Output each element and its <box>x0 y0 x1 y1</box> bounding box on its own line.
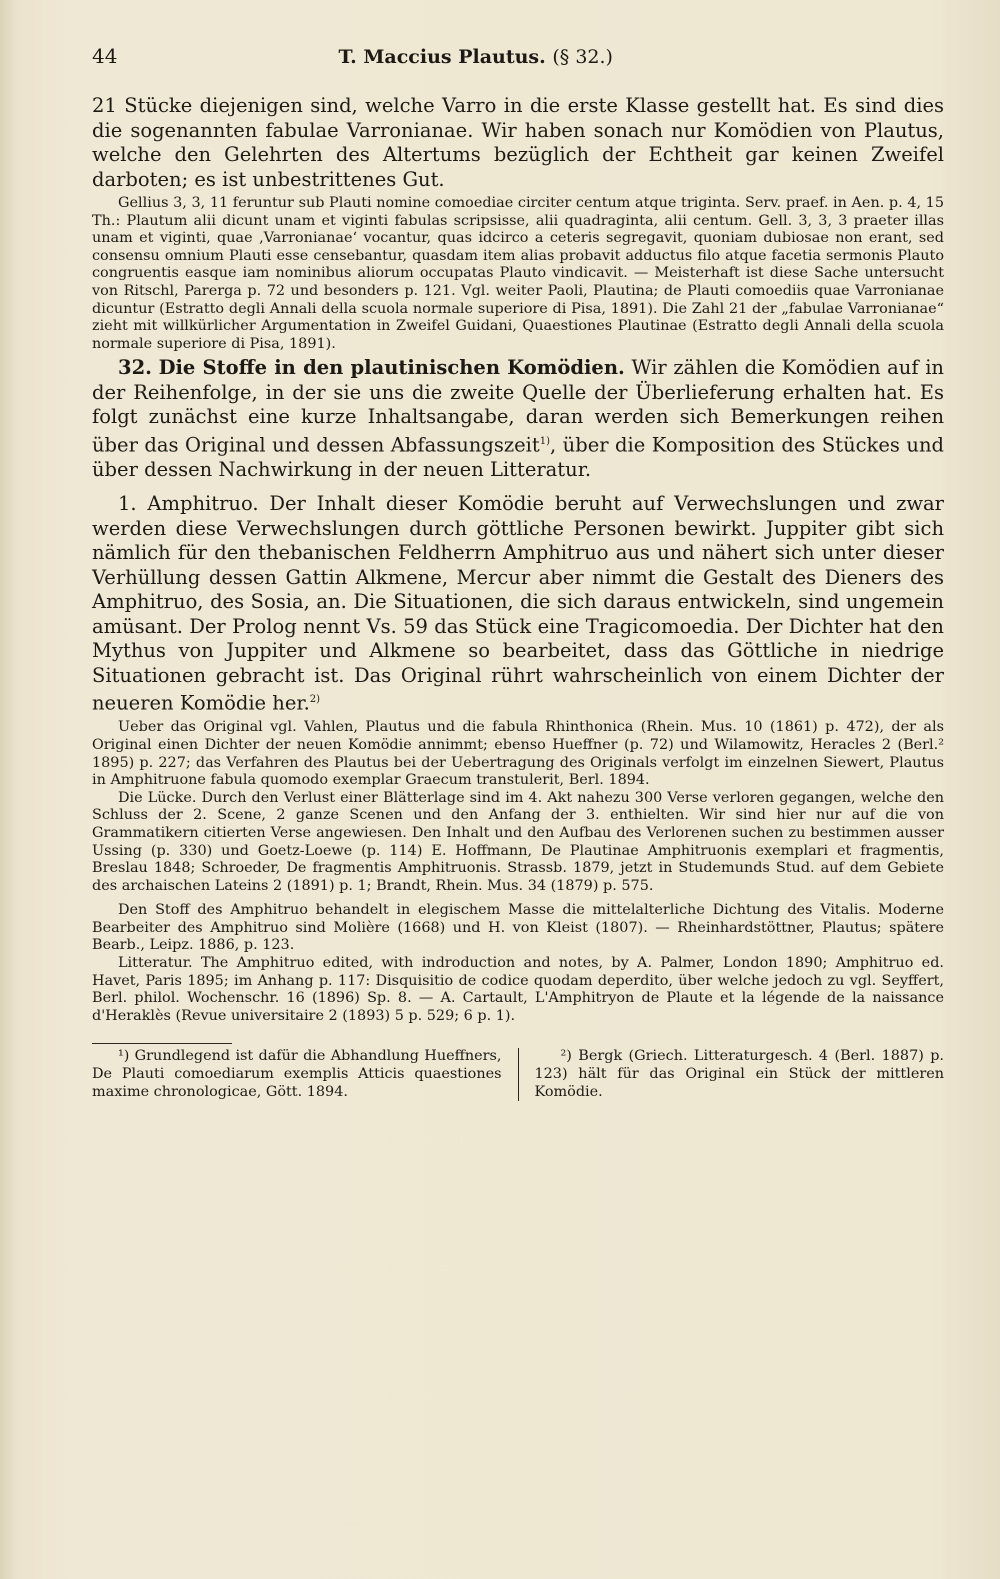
footnote-mark-1[interactable]: 1) <box>539 435 550 447</box>
page-number: 44 <box>92 44 118 68</box>
running-header <box>92 44 944 94</box>
footnote-2: ²) Bergk (Griech. Litteraturgesch. 4 (Berl. 1887) p. 123) hält für das Original ein Stück der mittleren Komödie. <box>534 1048 944 1100</box>
section-32-number: 32. <box>118 356 152 380</box>
note-luecke: Die Lücke. Durch den Verlust einer Blätterlage sind im 4. Akt nahezu 300 Verse verloren gegangen, welche den Schluss der 2. Scene, 2 ganze Scenen und den Anfang der 3. enthielten. Wir sind hier nur auf die von Grammatikern citierten Verse angewiesen. Den Inhalt und den Aufbau des Verlorenen suchen zu bestimmen ausser Ussing (p. 330) und Goetz-Loewe (p. 114) E. Hoffmann, De Plautinae Amphitruonis exemplari et fragmentis, Breslau 1848; Schroeder, De fragmentis Amphitruonis. Strassb. 1879, jetzt in Studemunds Stud. auf dem Gebiete des archaischen Lateins 2 (1891) p. 1; Brandt, Rhein. Mus. 34 (1879) p. 575. <box>92 789 944 894</box>
note-gellius: Gellius 3, 3, 11 feruntur sub Plauti nomine comoediae circiter centum atque triginta. Serv. praef. in Aen. p. 4, 15 Th.: Plautum alii dicunt unam et viginti fabulas scripsisse, alii quadraginta, alii centum. Gell. 3, 3, 3 praeter illas unam et viginti, quae ‚Varronianae‘ vocantur, quas idcirco a ceteris segregavit, quoniam dubiosae non erant, sed consensu omnium Plauti esse censebantur, quasdam item alias probavit adductus filo atque facetia sermonis Plauto congruentis easque iam nominibus aliorum occupatas Plauto vindicavit. — Meisterhaft ist diese Sache untersucht von Ritschl, Parerga p. 72 und besonders p. 121. Vgl. weiter Paoli, Plautina; de Plauti comoediis quae Varronianae dicuntur (Estratto degli Annali della scuola normale superiore di Pisa, 1891). Die Zahl 21 der „fabulae Varronianae“ zieht mit willkürlicher Argumentation in Zweifel Guidani, Quaestiones Plautinae (Estratto degli Annali della scuola normale superiore di Pisa, 1891). <box>92 195 944 352</box>
section-32-text-a: Wir zählen die Komödien auf in der Reihenfolge, in der sie uns die zweite Quelle der Überlieferung erhalten hat. Es folgt zunächst eine kurze Inhaltsangabe, daran werden sich Bemerkungen reihen über das Original und dessen Abfassungszeit <box>92 356 944 457</box>
running-title-text: T. Maccius Plautus. <box>338 46 546 68</box>
amphitruo-label: 1. Amphitruo. <box>118 492 259 516</box>
footnote-rule <box>92 1043 232 1044</box>
footnote-divider <box>518 1048 519 1101</box>
amphitruo-paragraph <box>92 492 944 716</box>
section-32-paragraph <box>92 356 944 482</box>
footnote-mark-2[interactable]: 2) <box>309 694 321 706</box>
section-reference: (§ 32.) <box>552 46 613 68</box>
paragraph-varro: 21 Stücke diejenigen sind, welche Varro in die erste Klasse gestellt hat. Es sind dies die sogenannten fabulae Varronianae. Wir haben sonach nur Komödien von Plautus, welche den Gelehrten des Altertums bezüglich der Echtheit gar keinen Zweifel darboten; es ist unbestrittenes Gut. <box>92 94 944 191</box>
note-original: Ueber das Original vgl. Vahlen, Plautus und die fabula Rhinthonica (Rhein. Mus. 10 (1861) p. 472), der als Original einen Dichter der neuen Komödie annimmt; ebenso Hueffner (p. 72) und Wilamowitz, Heracles 2 (Berl.² 1895) p. 227; das Verfahren des Plautus bei der Uebertragung des Originals verfolgt im einzelnen Siewert, Plautus in Amphitruone fabula quomodo exemplar Graecum transtulerit, Berl. 1894. <box>92 719 944 789</box>
footnotes <box>92 1048 944 1101</box>
footnote-1: ¹) Grundlegend ist dafür die Abhandlung Hueffners, De Plauti comoediarum exemplis Atticis quaestiones maxime chronologicae, Gött. 1894. <box>92 1048 502 1100</box>
section-32-heading: Die Stoffe in den plautinischen Komödien. <box>158 356 625 380</box>
running-title <box>338 46 613 68</box>
note-litteratur: Litteratur. The Amphitruo edited, with indroduction and notes, by A. Palmer, London 1890; Amphitruo ed. Havet, Paris 1895; im Anhang p. 117: Disquisitio de codice quodam deperdito, über welche jedoch zu vgl. Seyffert, Berl. philol. Wochenschr. 16 (1896) Sp. 8. — A. Cartault, L'Amphitryon de Plaute et la légende de la naissance d'Heraklès (Revue universitaire 2 (1893) 5 p. 529; 6 p. 1). <box>92 955 944 1024</box>
note-stoff: Den Stoff des Amphitruo behandelt in elegischem Masse die mittelalterliche Dichtung des Vitalis. Moderne Bearbeiter des Amphitruo sind Molière (1668) und H. von Kleist (1807). — Rheinhardstöttner, Plautus; spätere Bearb., Leipz. 1886, p. 123. <box>92 902 944 954</box>
section-32-text-b: , über die Komposition des Stückes und über dessen Nachwirkung in der neuen Litteratur. <box>92 433 944 481</box>
amphitruo-text: Der Inhalt dieser Komödie beruht auf Verwechslungen und zwar werden diese Verwechslungen durch göttliche Personen bewirkt. Juppiter gibt sich nämlich für den thebanischen Feldherrn Amphitruo aus und nähert sich unter dieser Verhüllung dessen Gattin Alkmene, Mercur aber nimmt die Gestalt des Dieners des Amphitruo, des Sosia, an. Die Situationen, die sich daraus entwickeln, sind ungemein amüsant. Der Prolog nennt Vs. 59 das Stück eine Tragicomoedia. Der Dichter hat den Mythus von Juppiter und Alkmene so bearbeitet, dass das Göttliche in niedrige Situationen gebracht ist. Das Original rührt wahrscheinlich von einem Dichter der neueren Komödie her. <box>92 492 944 715</box>
